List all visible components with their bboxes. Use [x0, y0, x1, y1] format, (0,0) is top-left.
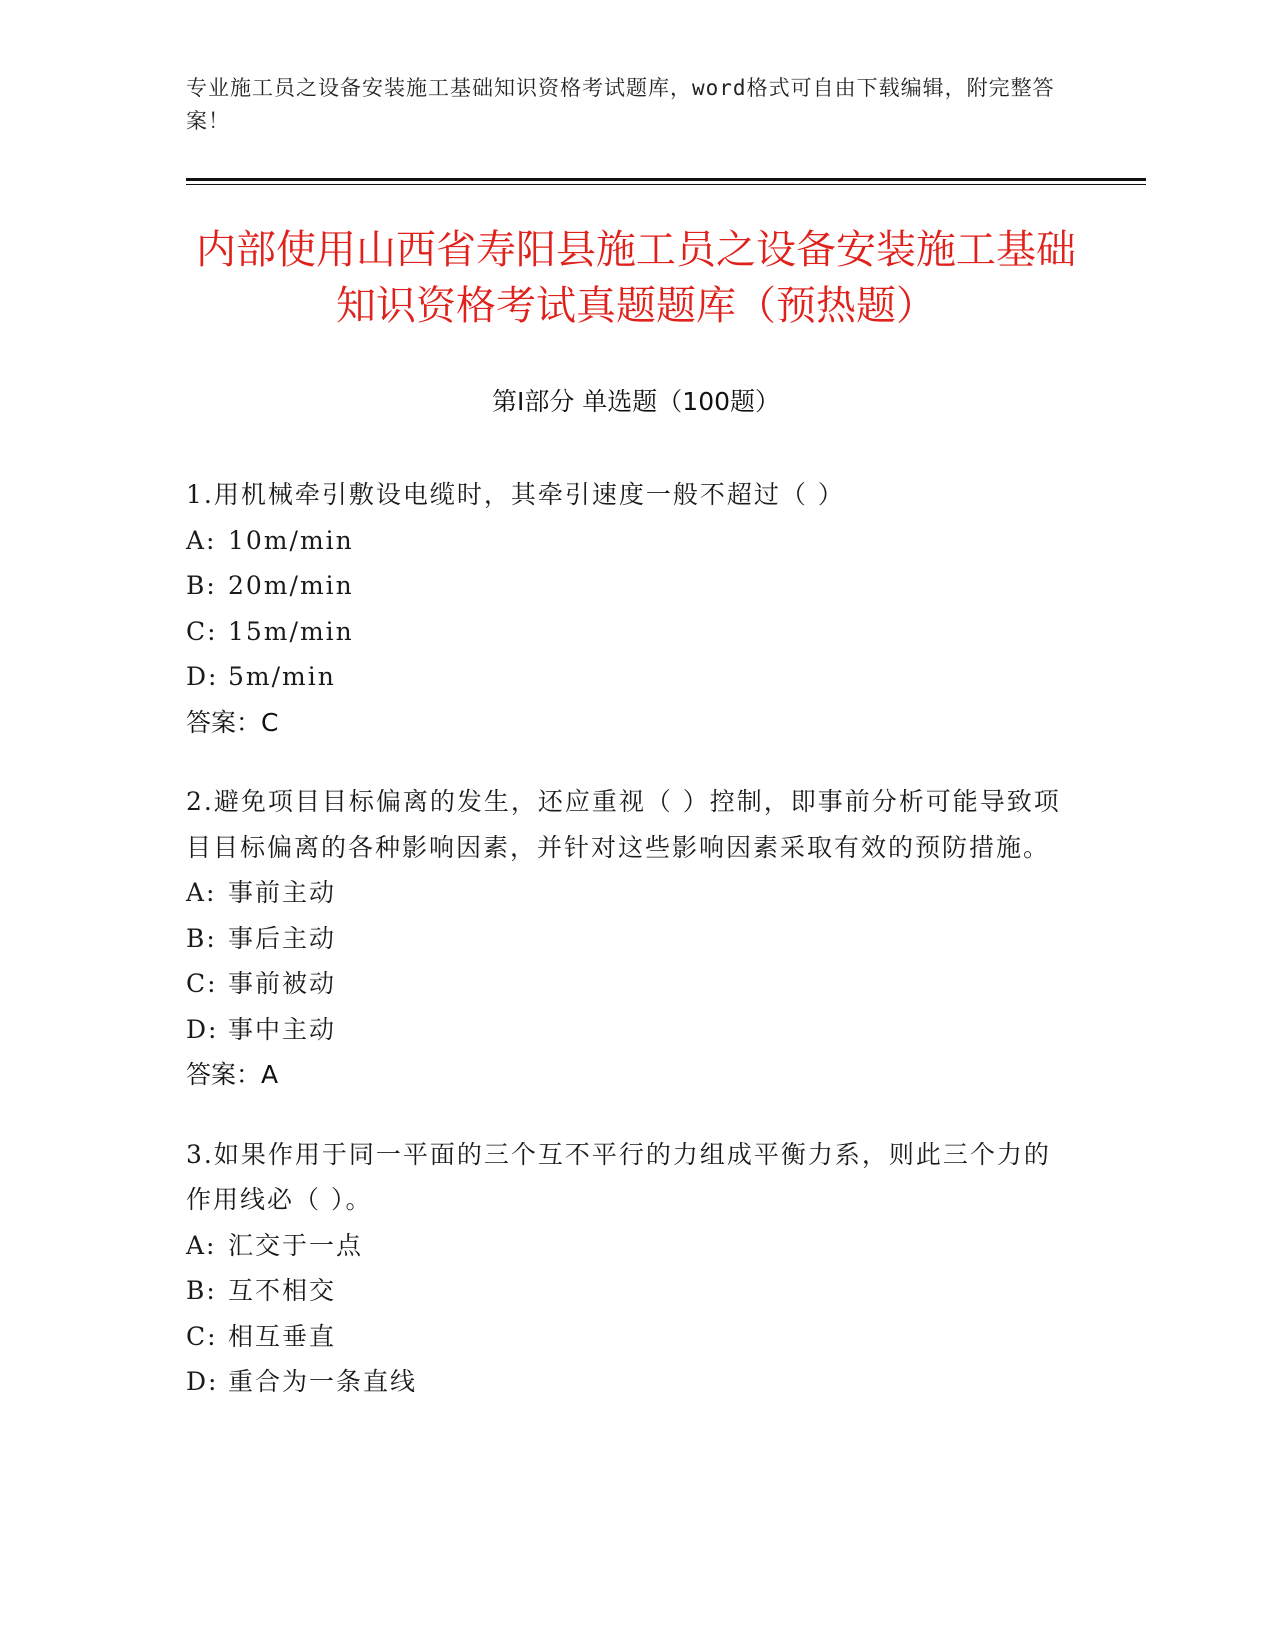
answer-line [186, 1052, 1066, 1098]
option-b [186, 1268, 1066, 1314]
header-note: 专业施工员之设备安装施工基础知识资格考试题库，word格式可自由下载编辑，附完整答案！ [186, 76, 1055, 133]
option-text: 15m/min [228, 616, 354, 646]
option-letter: D: [186, 1014, 219, 1044]
option-letter: A: [186, 525, 217, 555]
question-3 [186, 1132, 1066, 1405]
header-divider-thin [186, 184, 1146, 185]
option-a [186, 518, 1066, 564]
option-text: 5m/min [228, 662, 336, 691]
option-text: 事前主动 [228, 878, 337, 907]
question-text: 1.用机械牵引敷设电缆时，其牵引速度一般不超过（ ） [186, 480, 845, 509]
section-heading: 第Ⅰ部分 单选题（100题） [491, 387, 781, 416]
option-letter: D: [186, 662, 219, 691]
option-c [186, 1314, 1066, 1360]
option-text: 重合为一条直线 [228, 1367, 418, 1396]
question-2 [186, 779, 1066, 1098]
option-letter: A: [186, 1230, 217, 1260]
option-letter: C: [186, 969, 218, 998]
document-title: 内部使用山西省寿阳县施工员之设备安装施工基础知识资格考试真题题库（预热题） [196, 227, 1076, 329]
option-letter: C: [186, 616, 218, 646]
option-text: 互不相交 [228, 1276, 337, 1305]
option-d [186, 1007, 1066, 1053]
option-letter: B: [186, 1276, 217, 1305]
option-b [186, 563, 1066, 609]
option-text: 事中主动 [228, 1014, 337, 1044]
option-b [186, 916, 1066, 962]
question-text: 2.避免项目目标偏离的发生，还应重视（ ）控制，即事前分析可能导致项目目标偏离的各种影响因素，并针对这些影响因素采取有效的预防措施。 [186, 787, 1061, 862]
option-letter: B: [186, 571, 217, 600]
option-text: 20m/min [228, 571, 354, 600]
option-c [186, 609, 1066, 655]
option-text: 10m/min [228, 525, 354, 555]
answer-label: 答案： [186, 707, 262, 737]
option-a [186, 870, 1066, 916]
option-letter: C: [186, 1321, 218, 1351]
option-letter: D: [186, 1367, 219, 1396]
header-divider-thick [186, 178, 1146, 181]
option-a [186, 1223, 1066, 1269]
option-d [186, 1359, 1066, 1405]
option-letter: B: [186, 923, 217, 953]
answer-label: 答案： [186, 1060, 262, 1089]
answer-value: A [261, 1060, 279, 1089]
question-list [186, 472, 1066, 1439]
option-text: 事前被动 [228, 969, 337, 998]
option-text: 相互垂直 [228, 1321, 337, 1351]
option-text: 汇交于一点 [228, 1230, 364, 1260]
answer-value: C [261, 707, 279, 737]
option-text: 事后主动 [228, 923, 337, 953]
option-letter: A: [186, 878, 217, 907]
question-text: 3.如果作用于同一平面的三个互不平行的力组成平衡力系，则此三个力的作用线必（ ）。 [186, 1139, 1051, 1214]
question-1 [186, 472, 1066, 745]
option-d [186, 654, 1066, 700]
answer-line [186, 700, 1066, 746]
option-c [186, 961, 1066, 1007]
